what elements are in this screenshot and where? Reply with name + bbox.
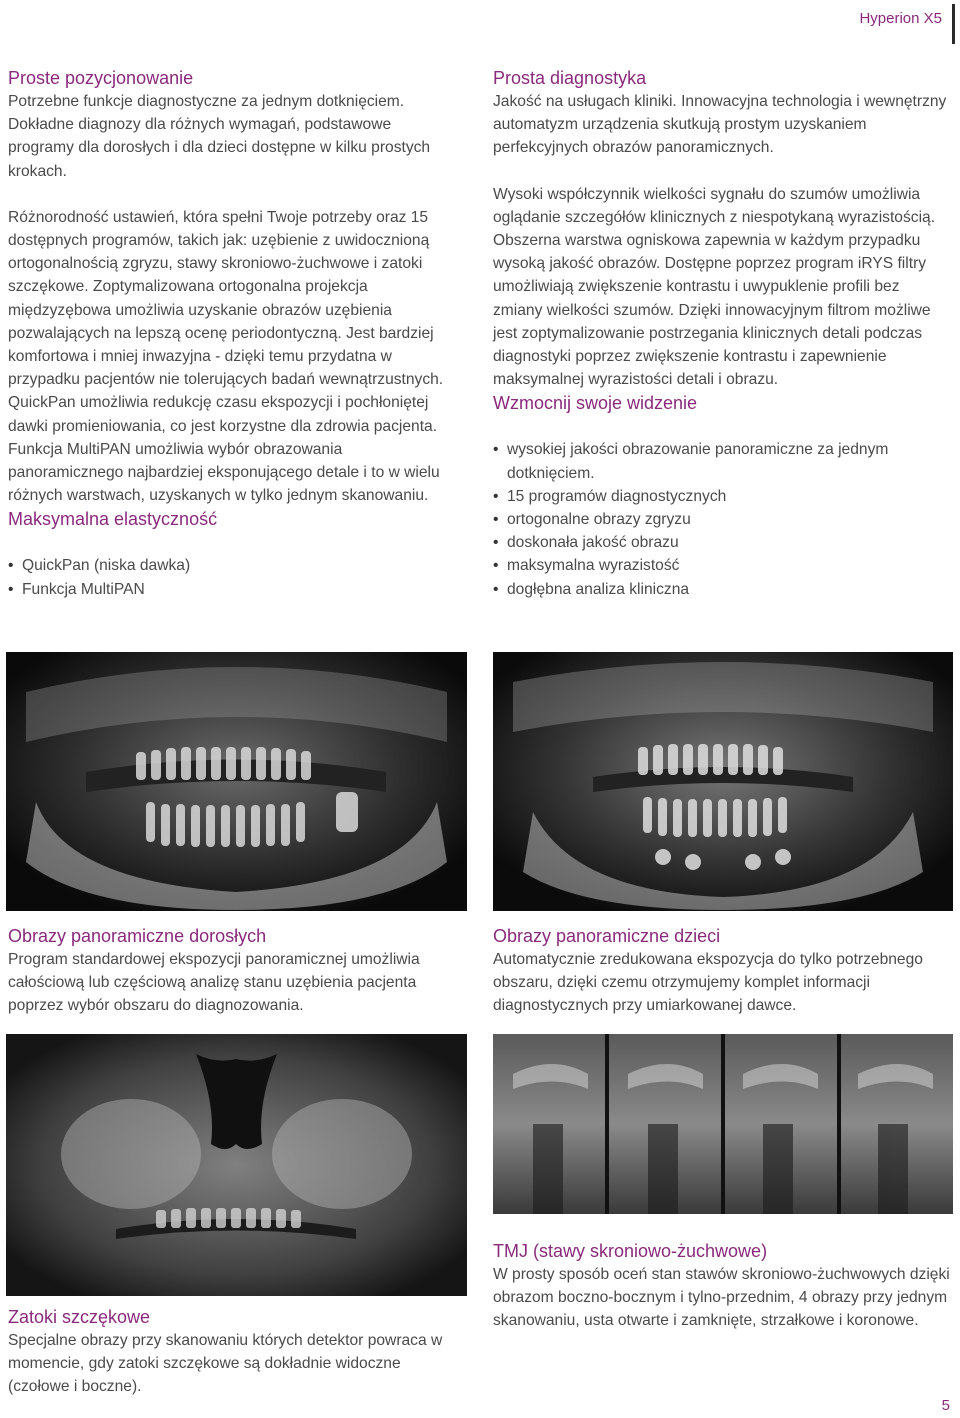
- brand-title: Hyperion X5: [859, 10, 942, 27]
- heading-enhance-vision: Wzmocnij swoje widzenie: [493, 393, 698, 414]
- heading-simple-diagnostics: Prosta diagnostyka: [493, 68, 647, 88]
- adult-caption: [8, 924, 458, 1018]
- caption-title-tmj: TMJ (stawy skroniowo-żuchwowe): [493, 1241, 768, 1261]
- left-column: [8, 66, 458, 601]
- paragraph-programs: Różnorodność ustawień, która spełni Twoje potrzeby oraz 15 dostępnych programów, takich jak: uzębienie z uwidocznioną ortogonalnością zgryzu, stawy skroniowo-żuchwowe i zatoki szczękowe. Zoptymalizowana ortogonalna projekcja międzyzębowa umożliwia uzyskanie obrazów uzębienia pozwalających na lepszą ocenę periodontyczną. Jest bardziej komfortowa i mniej inwazyjna - dzięki temu przydatna w przypadku pacjentów nie tolerujących badań wewnątrzustnych. QuickPan umożliwia redukcję czasu ekspozycji i pochłoniętej dawki promieniowania, co jest korzystne dla zdrowia pacjenta. Funkcja MultiPAN umożliwia wybór obrazowania panoramicznego najbardziej eksponującego detale i to w wielu różnych warstwach, uzyskanych w tylko jednym skanowaniu.: [8, 208, 444, 505]
- child-panoramic-xray: [493, 652, 953, 911]
- heading-simple-positioning: Proste pozycjonowanie: [8, 68, 194, 88]
- caption-text-tmj: W prosty sposób oceń stan stawów skroniowo-żuchwowych dzięki obrazom boczno-bocznym i tylno-przednim, 4 obrazy przy jednym skanowaniu, usta otwarte i zamknięte, strzałkowe i koronowe.: [493, 1266, 950, 1330]
- caption-text-adult: Program standardowej ekspozycji panoramicznej umożliwia całościową lub częściową analizę stanu uzębienia pacjenta poprzez wybór obszaru do diagnozowania.: [8, 951, 420, 1015]
- caption-title-adult: Obrazy panoramiczne dorosłych: [8, 926, 267, 946]
- list-item: • dogłębna analiza kliniczna: [493, 578, 951, 601]
- list-item: • QuickPan (niska dawka): [8, 554, 458, 577]
- caption-title-sinus: Zatoki szczękowe: [8, 1307, 151, 1327]
- caption-title-child: Obrazy panoramiczne dzieci: [493, 926, 721, 946]
- paragraph-diagnostics-intro: Jakość na usługach kliniki. Innowacyjna technologia i wewnętrzny automatyzm urządzenia skutkują prostym uzyskaniem perfekcyjnych obrazów panoramicznych.: [493, 93, 947, 157]
- caption-text-sinus: Specjalne obrazy przy skanowaniu których detektor powraca w momencie, gdy zatoki szczękowe są dokładnie widoczne (czołowe i boczne).: [8, 1332, 443, 1396]
- list-item: • ortogonalne obrazy zgryzu: [493, 508, 951, 531]
- vision-list: [493, 438, 951, 600]
- tmj-xray: [493, 1034, 953, 1214]
- sinus-xray: [6, 1034, 467, 1296]
- header-divider: [952, 4, 955, 44]
- sinus-caption: [8, 1305, 466, 1399]
- tmj-caption: [493, 1239, 951, 1333]
- adult-panoramic-xray: [6, 652, 467, 911]
- heading-flexibility: Maksymalna elastyczność: [8, 509, 218, 530]
- caption-text-child: Automatycznie zredukowana ekspozycja do tylko potrzebnego obszaru, dzięki czemu otrzymujemy komplet informacji diagnostycznych przy umiarkowanej dawce.: [493, 951, 923, 1015]
- list-item: • 15 programów diagnostycznych: [493, 485, 951, 508]
- flexibility-list: [8, 554, 458, 600]
- page-number: 5: [941, 1397, 950, 1414]
- list-item: • maksymalna wyrazistość: [493, 554, 951, 577]
- list-item: • doskonała jakość obrazu: [493, 531, 951, 554]
- list-item: • wysokiej jakości obrazowanie panoramiczne za jednym dotknięciem.: [493, 438, 951, 484]
- paragraph-positioning-intro: Potrzebne funkcje diagnostyczne za jednym dotknięciem. Dokładne diagnozy dla różnych wymagań, podstawowe programy dla dorosłych i dla dzieci dostępne w kilku prostych krokach.: [8, 93, 431, 180]
- paragraph-signal-noise: Wysoki współczynnik wielkości sygnału do szumów umożliwia oglądanie szczegółów klinicznych z niespotykaną wyrazistością. Obszerna warstwa ogniskowa zapewnia w każdym przypadku wysoką jakość obrazów. Dostępne poprzez program iRYS filtry umożliwiają zwiększenie kontrastu i uwypuklenie profili bez zmiany wielkości szumów. Dzięki innowacyjnym filtrom możliwe jest zoptymalizowanie postrzegania klinicznych detali podczas diagnostyki poprzez zwiększenie kontrastu i zapewnienie maksymalnej wyrazistości detali i obrazu.: [493, 185, 936, 389]
- list-item: • Funkcja MultiPAN: [8, 578, 458, 601]
- right-column: [493, 66, 951, 601]
- child-caption: [493, 924, 951, 1018]
